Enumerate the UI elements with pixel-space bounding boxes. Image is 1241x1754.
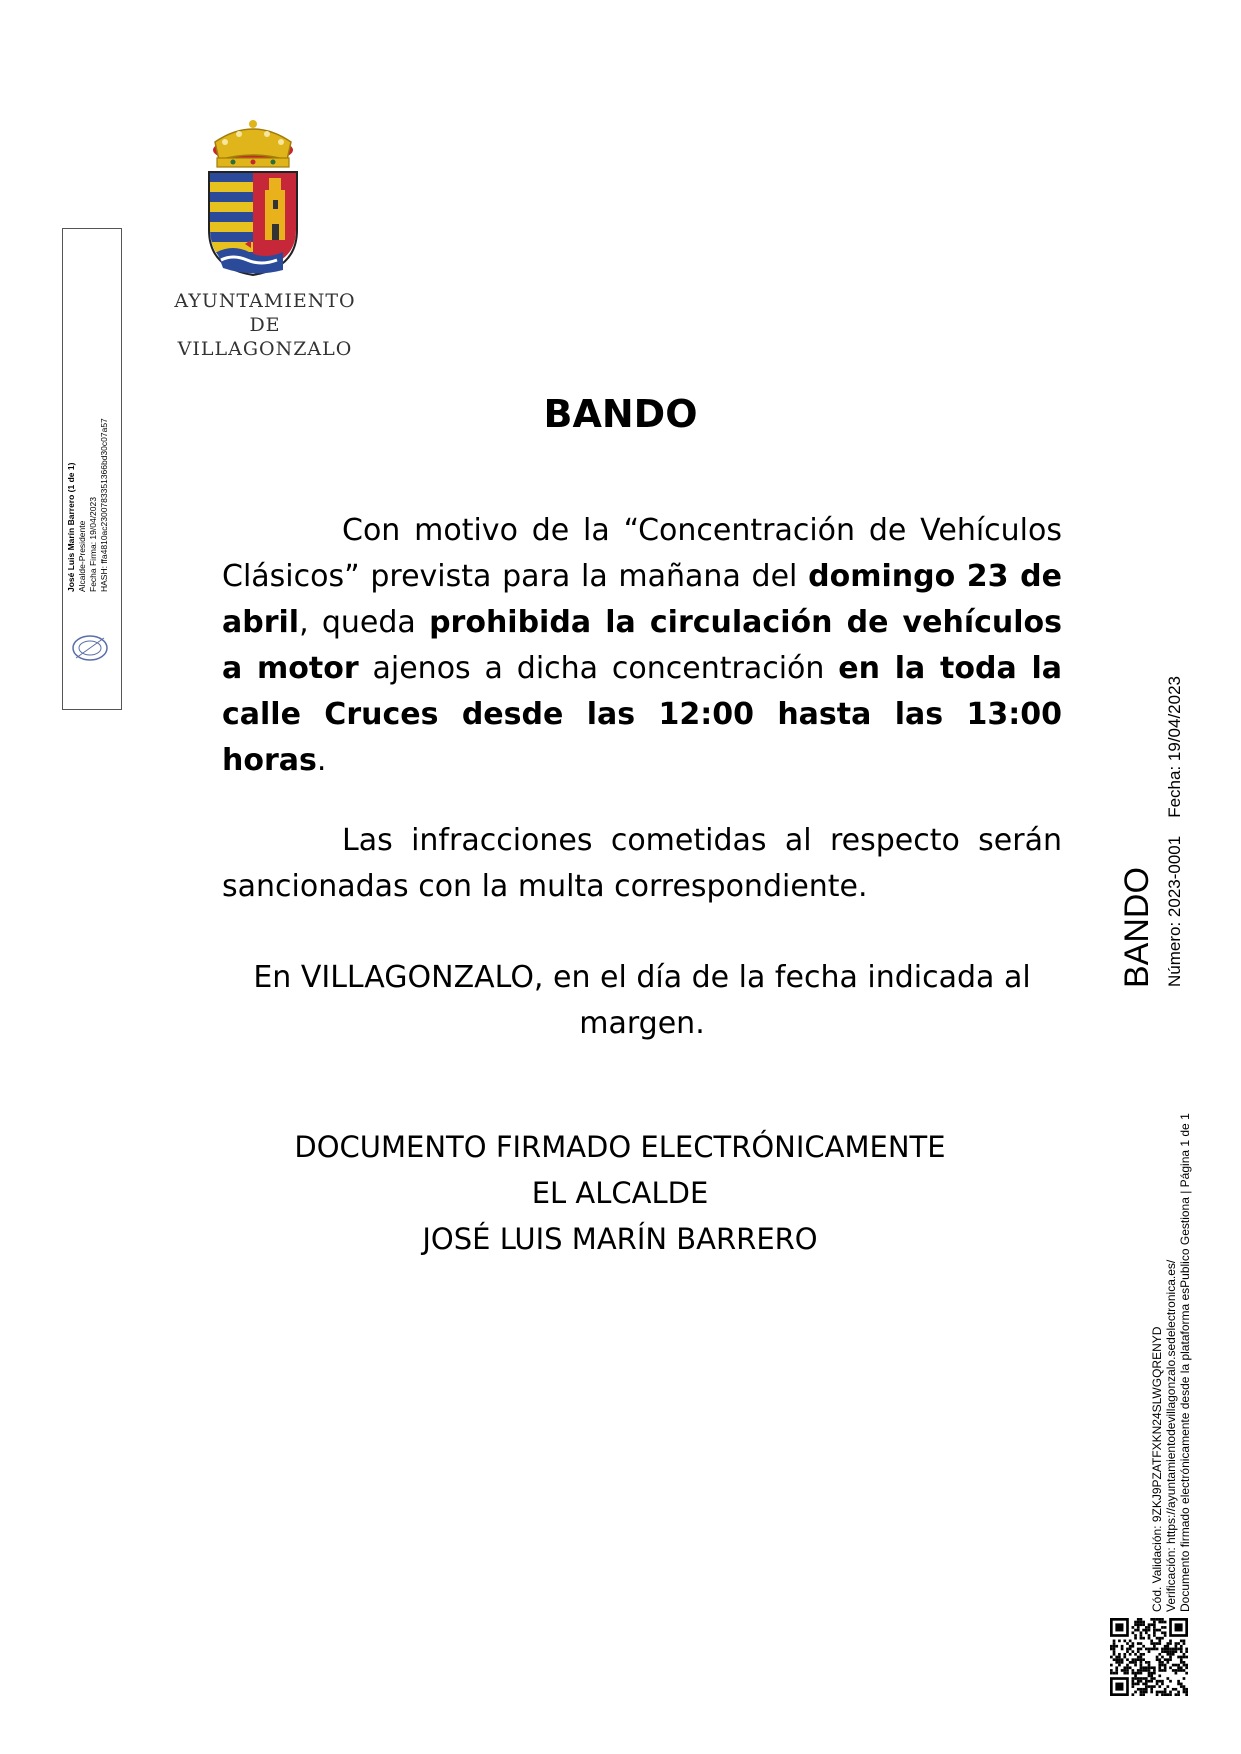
notice-text-1: Con motivo de la “Concentración de Vehículos Clásicos” prevista para la mañana del (222, 513, 1062, 594)
signature-line3: JOSÉ LUIS MARÍN BARRERO (422, 1222, 818, 1256)
org-name-line2: DE (249, 314, 281, 336)
notice-date: domingo 23 de abril (222, 559, 1063, 640)
notice-text-3: ajenos a dicha concentración (358, 651, 839, 686)
margin-number-date (1165, 676, 1185, 987)
stamp-hash: HASH: ffa4810ac2300783351366bd30c07a57 (99, 418, 109, 592)
place-date: En VILLAGONZALO, en el día de la fecha indicada al margen. (253, 960, 1031, 1041)
signature-line2: EL ALCALDE (531, 1176, 709, 1210)
signature-stamp-text (66, 418, 110, 592)
margin-number: Número: 2023-0001 (1165, 835, 1184, 987)
stamp-signer: José Luis Marín Barrero (1 de 1) (66, 462, 76, 592)
notice-text-2: , queda (299, 605, 430, 640)
margin-validation (1150, 1113, 1192, 1612)
paragraph-sanctions (222, 818, 1062, 910)
document-title: BANDO (543, 392, 698, 436)
notice-location-time: en la toda la calle Cruces desde las 12:00 hasta las 13:00 horas (222, 651, 1063, 778)
platform-note: Documento firmado electrónicamente desde la plataforma esPublico Gestiona | Página 1 de 1 (1178, 1113, 1192, 1612)
margin-doc-type: BANDO (1118, 867, 1156, 988)
paragraph-notice (222, 508, 1062, 784)
coat-of-arms-logo (203, 120, 303, 280)
notice-prohibition: prohibida la circulación de vehículos a motor (222, 605, 1062, 686)
qr-code (1110, 1618, 1188, 1696)
stamp-role: Alcalde-Presidente (77, 520, 87, 592)
verification-url: Verificación: https://ayuntamientodevillagonzalo.sedelectronica.es/ (1164, 1259, 1178, 1612)
stamp-date: Fecha Firma: 19/04/2023 (88, 497, 98, 592)
notice-text-4: . (316, 743, 327, 778)
validation-code: Cód. Validación: 9ZKJ9PZATFXKN24SLWGQRENYD (1150, 1326, 1164, 1612)
org-name-line1: AYUNTAMIENTO (174, 290, 356, 312)
org-name-line3: VILLAGONZALO (177, 338, 353, 360)
seal-icon (70, 628, 110, 668)
margin-date: Fecha: 19/04/2023 (1165, 676, 1184, 818)
signature-line1: DOCUMENTO FIRMADO ELECTRÓNICAMENTE (294, 1130, 946, 1164)
sanctions-text: Las infracciones cometidas al respecto serán sancionadas con la multa correspondiente. (222, 823, 1062, 904)
